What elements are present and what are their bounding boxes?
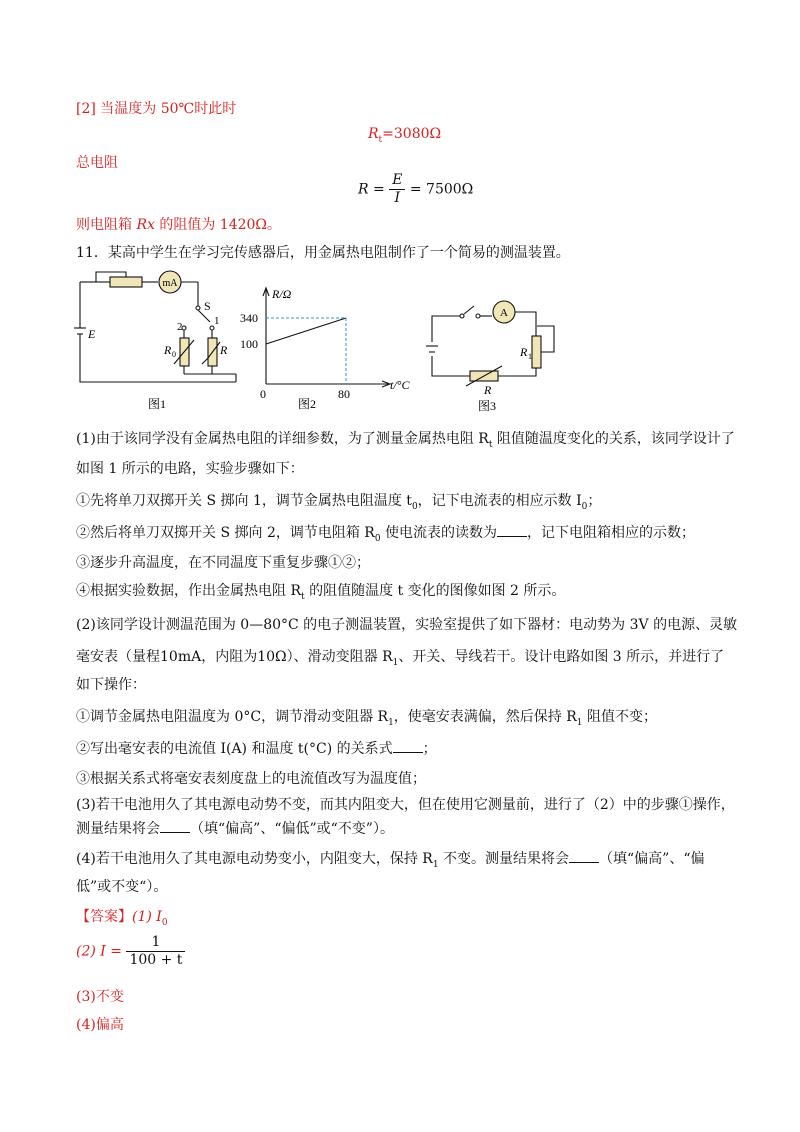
fig2-data-line	[266, 318, 346, 344]
fig2-y-label: R/Ω	[272, 287, 292, 301]
question-intro: 11．某高中学生在学习完传感器后，用金属热电阻制作了一个简易的测温装置。	[76, 245, 570, 261]
fig3-a-label: A	[500, 307, 508, 319]
figure-3-circuit	[426, 290, 586, 414]
answer-2-fraction	[126, 934, 185, 969]
o1-b: 1	[388, 717, 394, 728]
resistance-box-conclusion	[76, 214, 281, 234]
p4-l1b: 1	[432, 859, 439, 870]
fig2-x-label: t/°C	[390, 378, 410, 392]
eq-fraction	[389, 172, 405, 207]
fig2-caption: 图2	[298, 397, 317, 411]
o1-e: 阻值不变；	[582, 709, 657, 725]
p3-blank[interactable]	[160, 831, 190, 833]
fig3-caption: 图3	[478, 399, 497, 413]
p4-l1c: 不变。测量结果将会	[438, 851, 570, 867]
fig2-tick-100: 100	[240, 337, 258, 351]
answer-1-sub: 0	[161, 917, 168, 928]
p2-l2b: 1	[392, 657, 399, 668]
eq-lhs: R =	[358, 181, 385, 198]
s1-a: ①先将单刀双掷开关 S 掷向 1，调节金属热电阻温度 t	[76, 493, 412, 509]
s2-c: 使电流表的读数为	[380, 525, 498, 541]
p4-blank[interactable]	[569, 861, 599, 863]
answer-step-2-heading: [2] 当温度为 50℃时此时	[76, 101, 237, 117]
answer-2-pre: (2) I =	[76, 943, 122, 960]
s2-blank[interactable]	[497, 535, 527, 537]
conclusion-pre: 则电阻箱	[76, 217, 137, 233]
fig1-node-1: 1	[214, 315, 220, 327]
s1-d: 0	[581, 501, 588, 512]
fig1-e-label: E	[88, 327, 96, 341]
part-2-line-3: 如下操作：	[76, 677, 146, 693]
o1-a: ①调节金属热电阻温度为 0°C，调节滑动变阻器 R	[76, 709, 389, 725]
p2-l2a: 毫安表（量程10mA，内阻为10Ω）、滑动变阻器 R	[76, 649, 393, 665]
answer-1-text: (1) I	[132, 909, 162, 925]
fig3-r-label: R	[484, 383, 492, 397]
part-4-line-2: 低”或不变“）。	[76, 879, 168, 895]
p3-l2b: （填“偏高”、“偏低”或“不变”）。	[190, 821, 394, 837]
part-2-line-2	[76, 646, 724, 668]
answer-1	[76, 906, 168, 928]
operation-1	[76, 706, 657, 728]
o2-blank[interactable]	[393, 751, 423, 753]
part-3-line-2	[76, 818, 394, 838]
s4-c: 的阻值随温度 t 变化的图像如图 2 所示。	[304, 583, 566, 599]
p4-l1a: (4)若干电池用久了其电源电动势变小，内阻变大，保持 R	[76, 851, 433, 867]
p1-text-a: (1)由于该同学没有金属热电阻的详细参数，为了测量金属热电阻 R	[76, 431, 489, 447]
conclusion-var: Rx	[136, 217, 155, 233]
fig1-ma-label: mA	[162, 278, 178, 289]
part-3-line-1: (3)若干电池用久了其电源电动势不变，而其内阻变大，但在使用它测量前，进行了（2）中的步骤①操作，	[76, 797, 735, 813]
s1-c: ，记下电流表的相应示数 I	[417, 493, 582, 509]
eq-denominator: I	[394, 190, 401, 206]
fig1-r0-sub: 0	[172, 350, 176, 359]
fig2-tick-0: 0	[260, 387, 266, 401]
rt-subscript: t	[378, 134, 383, 145]
fig3-r1-label: R	[520, 345, 528, 359]
fig3-r1-sub: 1	[528, 352, 532, 361]
part-1-line-2: 如图 1 所示的电路，实验步骤如下：	[76, 461, 304, 477]
answer-3: (3)不变	[76, 989, 124, 1005]
part-4-line-1	[76, 848, 705, 870]
part-2-line-1: (2)该同学设计测温范围为 0—80°C 的电子测温装置，实验室提供了如下器材：电动势为 3V 的电源、灵敏	[76, 617, 738, 633]
o2-a: ②写出毫安表的电流值 I(A) 和温度 t(°C) 的关系式	[76, 741, 393, 757]
step-4	[76, 580, 565, 602]
s2-a: ②然后将单刀双掷开关 S 掷向 2，调节电阻箱 R	[76, 525, 375, 541]
s4-b: t	[301, 591, 305, 602]
s2-b: 0	[374, 533, 381, 544]
part-1-line-1	[76, 428, 735, 450]
fig1-r0-label: R	[164, 343, 172, 357]
fig1-node-2: 2	[177, 321, 183, 333]
step-2	[76, 522, 695, 544]
answer-2-den: 100 + t	[129, 952, 183, 968]
s1-b: 0	[411, 501, 418, 512]
fig1-caption: 图1	[148, 397, 167, 410]
total-resistance-label: 总电阻	[76, 155, 118, 171]
rt-value: =3080Ω	[382, 126, 442, 142]
o1-d: 1	[576, 717, 583, 728]
o1-c: ，使毫安表满偏，然后保持 R	[393, 709, 577, 725]
answer-2-num: 1	[126, 934, 185, 952]
operation-2	[76, 738, 437, 758]
figure-1-circuit	[74, 270, 249, 410]
s1-e: ；	[587, 493, 602, 509]
s4-a: ④根据实验数据，作出金属热电阻 R	[76, 583, 301, 599]
o2-b: ；	[422, 741, 437, 757]
answer-2	[76, 934, 185, 969]
answer-tag: 【答案】	[76, 909, 132, 925]
step-3: ③逐步升高温度，在不同温度下重复步骤①②；	[76, 555, 370, 571]
fig2-tick-80: 80	[338, 387, 350, 401]
rt-value-line	[368, 126, 441, 145]
p1-sub: t	[488, 439, 493, 450]
fig1-r-label: R	[220, 343, 228, 357]
total-resistance-equation	[358, 172, 473, 207]
fig2-tick-340: 340	[240, 311, 258, 325]
p4-l1d: （填“偏高”、“偏	[599, 851, 705, 867]
p3-l2a: 测量结果将会	[76, 821, 160, 837]
step-1	[76, 490, 601, 512]
p2-l2c: 、开关、导线若干。设计电路如图 3 所示，并进行了	[398, 649, 725, 665]
p1-text-c: 阻值随温度变化的关系，该同学设计了	[492, 431, 735, 447]
rt-symbol: R	[368, 126, 379, 142]
operation-3: ③根据关系式将毫安表刻度盘上的电流值改写为温度值；	[76, 771, 426, 787]
figure-2-graph	[238, 280, 428, 412]
fig1-s-label: S	[204, 299, 211, 313]
s2-d: ，记下电阻箱相应的示数；	[527, 525, 696, 541]
eq-numerator: E	[389, 172, 405, 190]
answer-4: (4)偏高	[76, 1017, 124, 1033]
conclusion-post: 的阻值为 1420Ω。	[154, 217, 282, 233]
eq-rhs: = 7500Ω	[409, 181, 474, 198]
